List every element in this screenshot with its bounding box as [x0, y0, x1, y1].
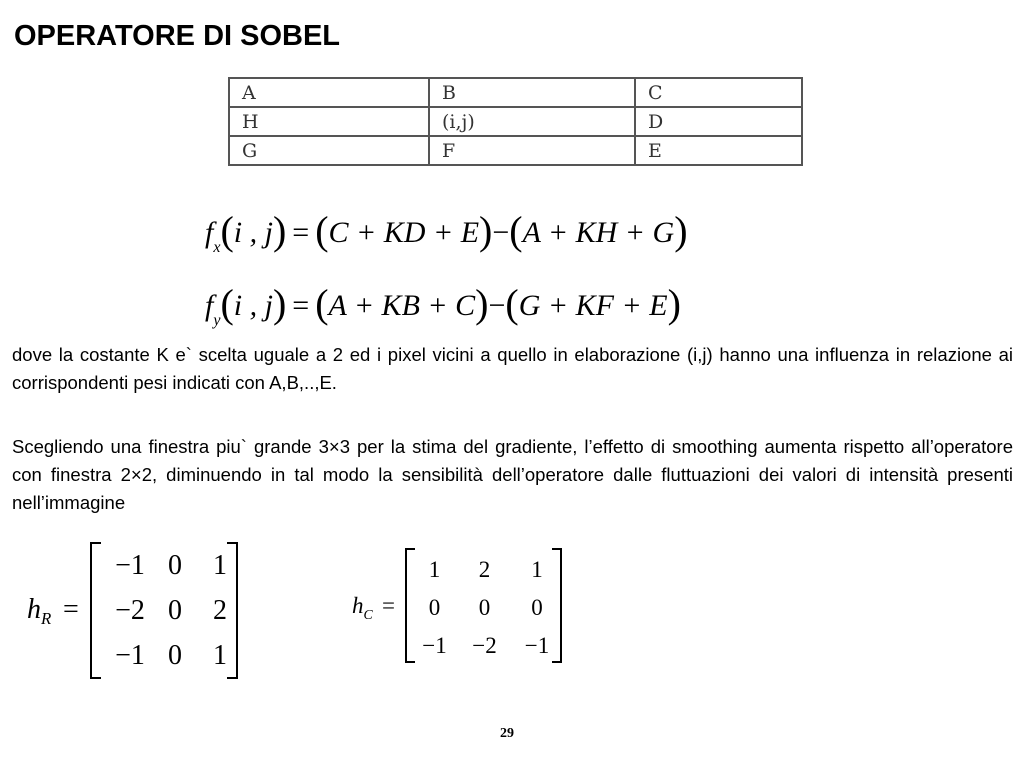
eq-paren: ( — [505, 281, 519, 326]
left-bracket — [90, 542, 101, 679]
eq-args: i , j — [233, 289, 273, 322]
eq-paren: ) — [272, 281, 287, 326]
eq-minus: − — [492, 216, 510, 249]
matrix-equals: = — [63, 594, 79, 625]
eq-paren: ( — [220, 208, 234, 253]
eq-paren: ( — [509, 208, 523, 253]
matrix-cells — [412, 557, 562, 671]
eq-paren: ) — [667, 281, 681, 326]
eq-paren: ) — [475, 281, 489, 326]
eq-subscript: x — [213, 239, 221, 256]
matrix-label — [27, 594, 51, 626]
matrix-cell: −2 — [115, 595, 145, 626]
neighborhood-table — [228, 77, 803, 166]
matrix-cell: −1 — [422, 633, 447, 658]
eq-subscript: y — [213, 312, 221, 329]
slide-title: OPERATORE DI SOBEL — [14, 20, 341, 52]
table-cell: H — [229, 107, 429, 136]
table-cell: A — [229, 78, 429, 107]
matrix-equals: = — [382, 593, 395, 618]
eq-paren: ( — [315, 281, 329, 326]
table-cell: E — [635, 136, 802, 165]
matrix-cells — [105, 550, 245, 685]
matrix-label-subscript: R — [41, 609, 52, 628]
equation-fy — [205, 278, 681, 329]
matrix-cell: −1 — [115, 550, 145, 581]
table-row — [229, 136, 802, 165]
matrix-cell: 1 — [428, 557, 441, 582]
matrix-cell: 2 — [478, 557, 491, 582]
paragraph-constant-k: dove la costante K e` scelta uguale a 2 ed i pixel vicini a quello in elaborazione (i,j) hanno una influenza in relazione ai corrispondenti pesi indicati con A,B,..,E. — [12, 344, 1013, 393]
matrix-cell: 0 — [531, 595, 543, 620]
eq-paren: ) — [674, 208, 688, 253]
matrix-cell: 1 — [531, 557, 543, 582]
table-cell: G — [229, 136, 429, 165]
table-cell: B — [429, 78, 635, 107]
page-number: 29 — [500, 726, 514, 741]
equation-fx — [205, 205, 688, 256]
matrix-cell: 0 — [168, 640, 182, 671]
matrix-cell: −2 — [472, 633, 497, 658]
eq-paren: ) — [272, 208, 287, 253]
eq-paren: ( — [315, 208, 329, 253]
eq-function: f — [205, 216, 214, 249]
eq-function: f — [205, 289, 214, 322]
paragraph-smoothing: Scegliendo una finestra piu` grande 3×3 per la stima del gradiente, l’effetto di smoothing aumenta rispetto all’operatore con finestra 2×2, diminuendo in tal modo la sensibilità dell’operatore dalle fluttuazioni dei valori di intensità presenti nell’immagine — [12, 436, 1013, 513]
eq-group-1: A + KB + C — [328, 289, 476, 322]
matrix-label-symbol: h — [352, 593, 364, 618]
matrix-cell: −1 — [115, 640, 145, 671]
eq-equals: = — [292, 289, 310, 322]
matrix-hC — [350, 545, 580, 667]
right-bracket — [227, 542, 238, 679]
eq-args: i , j — [233, 216, 273, 249]
eq-equals: = — [292, 216, 310, 249]
table-cell: F — [429, 136, 635, 165]
matrix-cell: 1 — [213, 640, 227, 671]
eq-minus: − — [488, 289, 506, 322]
matrix-label — [352, 593, 373, 622]
matrix-hR — [25, 540, 255, 680]
matrix-cell: 2 — [213, 595, 227, 626]
right-bracket — [552, 548, 562, 663]
matrix-cell: 0 — [478, 595, 491, 620]
eq-paren: ( — [220, 281, 234, 326]
table-cell: D — [635, 107, 802, 136]
matrix-cell: 0 — [168, 595, 182, 626]
matrix-cell: 0 — [168, 550, 182, 581]
table-cell: C — [635, 78, 802, 107]
eq-group-1: C + KD + E — [328, 216, 480, 249]
matrix-cell: −1 — [524, 633, 550, 658]
table-row — [229, 107, 802, 136]
matrix-label-symbol: h — [27, 594, 41, 625]
matrix-cell: 1 — [213, 550, 227, 581]
eq-group-2: G + KF + E — [518, 289, 668, 322]
eq-group-2: A + KH + G — [522, 216, 675, 249]
matrix-label-subscript: C — [363, 607, 373, 622]
matrix-cell: 0 — [428, 595, 441, 620]
table-row — [229, 78, 802, 107]
eq-paren: ) — [479, 208, 493, 253]
table-cell: (i,j) — [429, 107, 635, 136]
